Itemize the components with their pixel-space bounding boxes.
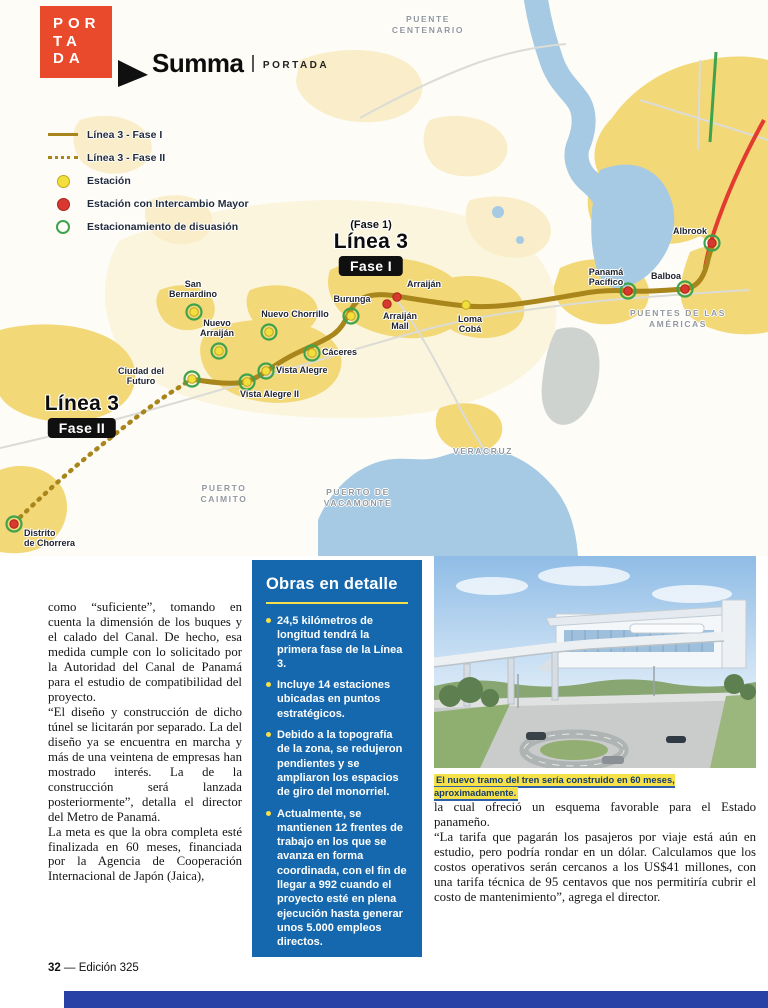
- section-title: PORTADA: [262, 60, 330, 71]
- station-label: Cáceres: [322, 347, 358, 357]
- place-label: VERACRUZ: [452, 446, 514, 456]
- station-label: Loma Cobá: [457, 314, 483, 335]
- photo-caption: [434, 774, 756, 801]
- page-number: 32: [48, 962, 61, 974]
- bottom-bar: [64, 991, 768, 1008]
- photo-illustration: [434, 556, 756, 768]
- article-paragraph: “El diseño y construcción de dicho túnel se licitarán por separado. La del diseño ya se encuentra en marcha y más de una veintena de empresas han mostrado interés. La de la construcción será lanzada posteriormente”, detalla el director del Metro de Panamá.: [48, 704, 242, 824]
- map-legend: [48, 128, 249, 243]
- obras-item: 24,5 kilómetros de longitud tendrá la primera fase de la Línea 3.: [266, 614, 408, 671]
- phase1-badge: Fase I: [339, 256, 403, 276]
- phase1-label-group: [334, 219, 408, 276]
- station-dot: [308, 349, 316, 357]
- station-label: Arraiján: [406, 279, 442, 289]
- masthead: [152, 48, 329, 79]
- obras-list: [266, 614, 408, 950]
- station-dot: [393, 293, 401, 301]
- legend-item: [48, 174, 249, 188]
- station-label: Arraiján Mall: [382, 311, 418, 332]
- article-paragraph: La meta es que la obra completa esté finalizada en 60 meses, financiada por la Agencia de Cooperación Internacional de Japón (Jaica),: [48, 824, 242, 884]
- page-footer: [48, 962, 139, 974]
- station-dot: [243, 378, 251, 386]
- portada-badge-line: TA: [53, 32, 82, 50]
- station-dot: [10, 520, 18, 528]
- edition-label: — Edición 325: [64, 962, 139, 974]
- dot-red-swatch: [48, 197, 78, 211]
- photo-train: [630, 624, 704, 633]
- legend-item: [48, 220, 249, 234]
- station-label: Vista Alegre II: [240, 389, 300, 399]
- obras-item: Debido a la topografía de la zona, se redujeron pendientes y se ampliaron los espacios de giro del monorriel.: [266, 728, 408, 799]
- place-label: PUENTES DE LAS AMÉRICAS: [629, 308, 727, 330]
- station-label: Burunga: [333, 294, 371, 304]
- portada-badge-line: POR: [53, 15, 101, 32]
- station-label: San Bernardino: [168, 279, 218, 300]
- legend-item: [48, 197, 249, 211]
- place-label: PUERTO DE VACAMONTE: [323, 487, 393, 509]
- photo-caption-text: El nuevo tramo del tren sería construido en 60 meses, aproximadamente.: [434, 774, 675, 801]
- legend-label: Estacionamiento de disuasión: [87, 221, 239, 233]
- place-label: PUERTO CAIMITO: [200, 483, 248, 505]
- station-label: Ciudad del Futuro: [117, 366, 165, 387]
- article-paragraph: “La tarifa que pagarán los pasajeros por viaje está aún en estudio, pero podría rondar en un dólar. Calculamos que los costos operativos serán cercanos a los US$41 millones, con una tarifa técnica de 95 centavos que nos permitiría cubrir el costo de mantenimiento”, agrega el director.: [434, 829, 756, 904]
- obras-item: Actualmente, se mantienen 12 frentes de trabajo en los que se avanza en forma coordinada, con el fin de llegar a 992 cuando el proyecto esté en plena ejecución hasta generar unos 5.000 empleos directos.: [266, 807, 408, 950]
- right-column: [434, 800, 756, 905]
- station-dot: [462, 301, 470, 309]
- station-label: Nuevo Arraiján: [199, 318, 235, 339]
- phase2-badge: Fase II: [48, 418, 116, 438]
- legend-label: Estación: [87, 175, 131, 187]
- legend-label: Línea 3 - Fase I: [87, 129, 163, 141]
- station-label: Albrook: [672, 226, 708, 236]
- article-paragraph: como “suficiente”, tomando en cuenta la dimensión de los buques y el calado del Canal. De hecho, esa medida cumple con lo solicitado por la Autoridad del Canal de Panamá para el estudio de compatibilidad del proyecto.: [48, 600, 242, 704]
- station-dot: [347, 312, 355, 320]
- station-dot: [624, 287, 632, 295]
- line-solid-swatch: [48, 128, 78, 142]
- left-column: [48, 600, 242, 884]
- station-dot: [265, 328, 273, 336]
- station-label: Panamá Pacífico: [588, 267, 624, 288]
- photo: [434, 556, 756, 768]
- phase2-title: Línea 3: [44, 392, 120, 415]
- portada-badge: [40, 6, 112, 78]
- masthead-divider: [252, 55, 254, 72]
- dot-yellow-swatch: [48, 174, 78, 188]
- place-label: PUENTE CENTENARIO: [391, 14, 465, 36]
- obras-item: Incluye 14 estaciones ubicadas en puntos estratégicos.: [266, 678, 408, 721]
- station-dot: [215, 347, 223, 355]
- station-dot: [681, 285, 689, 293]
- station-label: Nuevo Chorrillo: [261, 309, 329, 319]
- legend-item: [48, 128, 249, 142]
- station-dot: [708, 239, 716, 247]
- legend-label: Estación con Intercambio Mayor: [87, 198, 249, 210]
- legend-item: [48, 151, 249, 165]
- portada-badge-line: DA: [53, 50, 85, 68]
- station-dot: [262, 367, 270, 375]
- phase2-label-group: [45, 393, 119, 438]
- magazine-logo: Summa: [152, 48, 244, 78]
- legend-label: Línea 3 - Fase II: [87, 152, 166, 164]
- station-label: Distrito de Chorrera: [24, 528, 76, 549]
- line-dotted-swatch: [48, 151, 78, 165]
- ring-green-swatch: [48, 220, 78, 234]
- station-dot: [188, 375, 196, 383]
- station-label: Balboa: [650, 271, 682, 281]
- article-paragraph: la cual ofreció un esquema favorable para el Estado panameño.: [434, 800, 756, 829]
- station-dot: [383, 300, 391, 308]
- phase1-pre: (Fase 1): [350, 219, 392, 231]
- station-label: Vista Alegre: [276, 365, 328, 375]
- obras-box: [252, 560, 422, 957]
- phase1-title: Línea 3: [333, 230, 409, 253]
- station-dot: [190, 308, 198, 316]
- obras-title: Obras en detalle: [266, 575, 408, 604]
